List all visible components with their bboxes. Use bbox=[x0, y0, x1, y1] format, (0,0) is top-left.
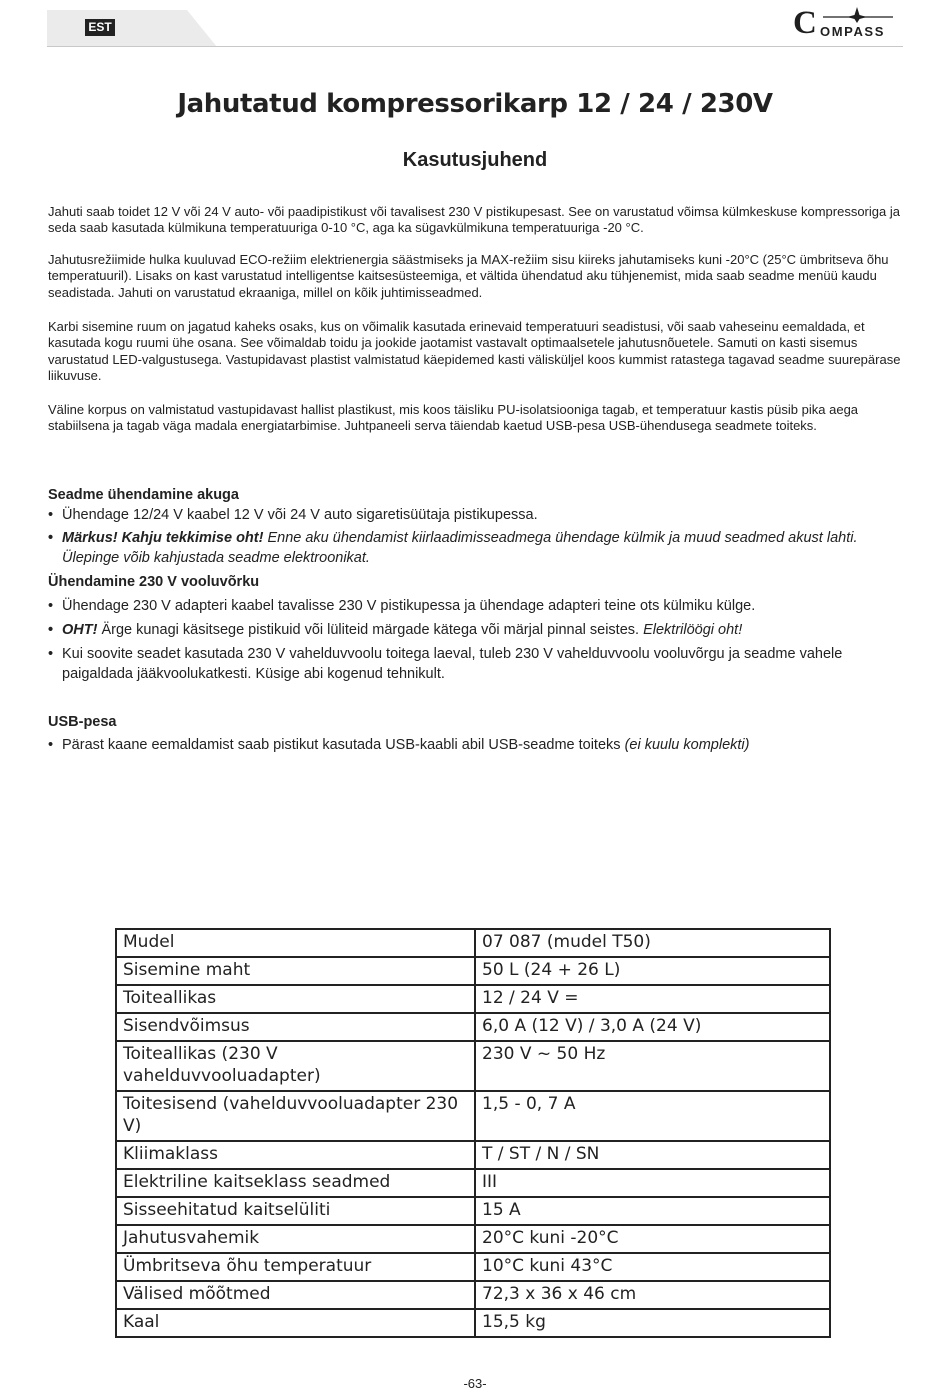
spec-row bbox=[116, 957, 830, 985]
modes-paragraph: Jahutusrežiimide hulka kuuluvad ECO-režiim elektrienergia säästmiseks ja MAX-režiim sisu kiireks jahutamiseks kuni -20°C (25°C ümbritseva õhu temperatuuril). Lisaks on kast varustatud intelligentse kaitsesüsteemiga, et vältida ühendatud aku tühjenemist, mida saab seadme menüü kaudu seadistada. Jahuti on varustatud ekraaniga, millel on kõik juhtimisseadmed. bbox=[48, 252, 889, 300]
spec-value: 6,0 A (12 V) / 3,0 A (24 V) bbox=[475, 1013, 830, 1041]
bullet-dot: • bbox=[48, 646, 54, 662]
bullet-item bbox=[48, 736, 904, 756]
document-title: Jahutatud kompressorikarp 12 / 24 / 230V bbox=[177, 89, 773, 119]
spec-label: Sisemine maht bbox=[116, 957, 475, 985]
spec-label: Toitesisend (vahelduvvooluadapter 230 V) bbox=[116, 1091, 475, 1141]
spec-label: Mudel bbox=[116, 929, 475, 957]
language-label: EST bbox=[85, 19, 115, 36]
danger-emphasis: Elektrilöögi oht! bbox=[643, 622, 743, 638]
housing-paragraph: Väline korpus on valmistatud vastupidavast hallist plastikust, mis koos täisliku PU-isolatsiooniga tagab, et temperatuur kastis püsib pika aega stabiilsena ja tagab väga madala energiatarbimise. Juhtpaneeli serva täiendab kaetud USB-pesa USB-ühendusega seadmete toiteks. bbox=[48, 402, 859, 434]
spec-label: Sisseehitatud kaitselüliti bbox=[116, 1197, 475, 1225]
bullet-text: Pärast kaane eemaldamist saab pistikut kasutada USB-kaabli abil USB-seadme toiteks bbox=[62, 737, 625, 753]
spec-label: Kaal bbox=[116, 1309, 475, 1337]
spec-value: 15 A bbox=[475, 1197, 830, 1225]
warning-label: Märkus! Kahju tekkimise oht! bbox=[62, 530, 264, 546]
spec-label: Toiteallikas bbox=[116, 985, 475, 1013]
spec-label: Toiteallikas (230 V vahelduvvooluadapter) bbox=[116, 1041, 475, 1091]
intro-paragraph: Jahuti saab toidet 12 V või 24 V auto- või paadipistikust või tavalisest 230 V pistikupesast. See on varustatud võimsa külmkeskuse kompressoriga ja seda saab kasutada külmikuna temperatuuriga 0-10 °C, aga ka sügavkülmikuna temperatuuriga -20 °C. bbox=[48, 204, 900, 236]
spec-row bbox=[116, 1013, 830, 1041]
spec-value: 15,5 kg bbox=[475, 1309, 830, 1337]
danger-label: OHT! bbox=[62, 622, 98, 638]
spec-row bbox=[116, 1225, 830, 1253]
bullet-item bbox=[48, 506, 904, 526]
spec-label: Kliimaklass bbox=[116, 1141, 475, 1169]
warning-text: Enne aku ühendamist kiirlaadimisseadmega ühendage külmik ja muud seadmed akust lahti. Ülepinge võib kahjustada seadme elektroonikat. bbox=[62, 530, 858, 566]
spec-row bbox=[116, 1253, 830, 1281]
bullet-note: (ei kuulu komplekti) bbox=[624, 737, 750, 753]
interior-paragraph: Karbi sisemine ruum on jagatud kaheks osaks, kus on võimalik kasutada erinevaid temperatuuri seadistusi, või saab vaheseinu eemaldada, et kasutada kogu ruumi ühe osana. See võimaldab toidu ja jookide jaotamist vastavalt optimaalsetele jahutusnõuetele. Samuti on kasti sisemus varustatud LED-valgustusega. Vastupidavast plastist valmistatud käepidemed kasti välisküljel koos kummist ratastega tagavad seadme suurepärase liikuvuse. bbox=[48, 319, 901, 384]
spec-value: 72,3 x 36 x 46 cm bbox=[475, 1281, 830, 1309]
spec-value: III bbox=[475, 1169, 830, 1197]
language-tab bbox=[47, 10, 217, 48]
danger-text: Ärge kunagi käsitsege pistikuid või lüliteid märgade kätega või märjal pinnal seistes. bbox=[97, 622, 644, 638]
bullet-item-danger bbox=[48, 621, 904, 641]
spec-row bbox=[116, 985, 830, 1013]
spec-row bbox=[116, 1141, 830, 1169]
bullet-text: Ühendage 230 V adapteri kaabel tavalisse 230 V pistikupessa ja ühendage adapteri teine ots külmiku külge. bbox=[62, 598, 756, 614]
spec-value: 12 / 24 V = bbox=[475, 985, 830, 1013]
bullet-dot: • bbox=[48, 530, 54, 546]
spec-value: 07 087 (mudel T50) bbox=[475, 929, 830, 957]
bullet-dot: • bbox=[48, 622, 54, 638]
compass-logo bbox=[793, 5, 905, 41]
spec-label: Jahutusvahemik bbox=[116, 1225, 475, 1253]
specifications-table-body bbox=[116, 929, 830, 1337]
spec-row bbox=[116, 1197, 830, 1225]
spec-label: Elektriline kaitseklass seadmed bbox=[116, 1169, 475, 1197]
bullet-text: Kui soovite seadet kasutada 230 V vahelduvvoolu toitega laeval, tuleb 230 V vahelduvvoolu vooluvõrgu ja seadme vahele paigaldada jääkvoolukatkesti. Küsige abi kogenud tehnikult. bbox=[62, 646, 843, 682]
section-heading-usb: USB-pesa bbox=[48, 714, 117, 730]
spec-row bbox=[116, 929, 830, 957]
logo-wordmark: OMPASS bbox=[820, 24, 885, 39]
spec-row bbox=[116, 1041, 830, 1091]
spec-value: 230 V ~ 50 Hz bbox=[475, 1041, 830, 1091]
bullet-item bbox=[48, 597, 904, 617]
logo-compass-star-icon bbox=[821, 6, 895, 24]
spec-label: Sisendvõimsus bbox=[116, 1013, 475, 1041]
spec-row bbox=[116, 1091, 830, 1141]
bullet-dot: • bbox=[48, 507, 54, 523]
spec-value: 20°C kuni -20°C bbox=[475, 1225, 830, 1253]
spec-row bbox=[116, 1281, 830, 1309]
specifications-table bbox=[115, 928, 831, 1338]
bullet-item-warning bbox=[48, 529, 904, 568]
spec-value: T / ST / N / SN bbox=[475, 1141, 830, 1169]
header-divider bbox=[47, 46, 903, 47]
bullet-item bbox=[48, 645, 904, 684]
bullet-text: Ühendage 12/24 V kaabel 12 V või 24 V auto sigaretisüütaja pistikupessa. bbox=[62, 507, 538, 523]
logo-initial: C bbox=[793, 5, 817, 41]
spec-value: 1,5 - 0, 7 A bbox=[475, 1091, 830, 1141]
language-tab-shape bbox=[47, 10, 217, 48]
bullet-dot: • bbox=[48, 737, 54, 753]
spec-row bbox=[116, 1169, 830, 1197]
spec-value: 50 L (24 + 26 L) bbox=[475, 957, 830, 985]
spec-label: Välised mõõtmed bbox=[116, 1281, 475, 1309]
spec-label: Ümbritseva õhu temperatuur bbox=[116, 1253, 475, 1281]
section-heading-battery: Seadme ühendamine akuga bbox=[48, 487, 239, 503]
spec-row bbox=[116, 1309, 830, 1337]
page-number: -63- bbox=[463, 1376, 487, 1391]
spec-value: 10°C kuni 43°C bbox=[475, 1253, 830, 1281]
document-subtitle: Kasutusjuhend bbox=[402, 149, 548, 171]
section-heading-mains: Ühendamine 230 V vooluvõrku bbox=[48, 574, 260, 590]
bullet-dot: • bbox=[48, 598, 54, 614]
